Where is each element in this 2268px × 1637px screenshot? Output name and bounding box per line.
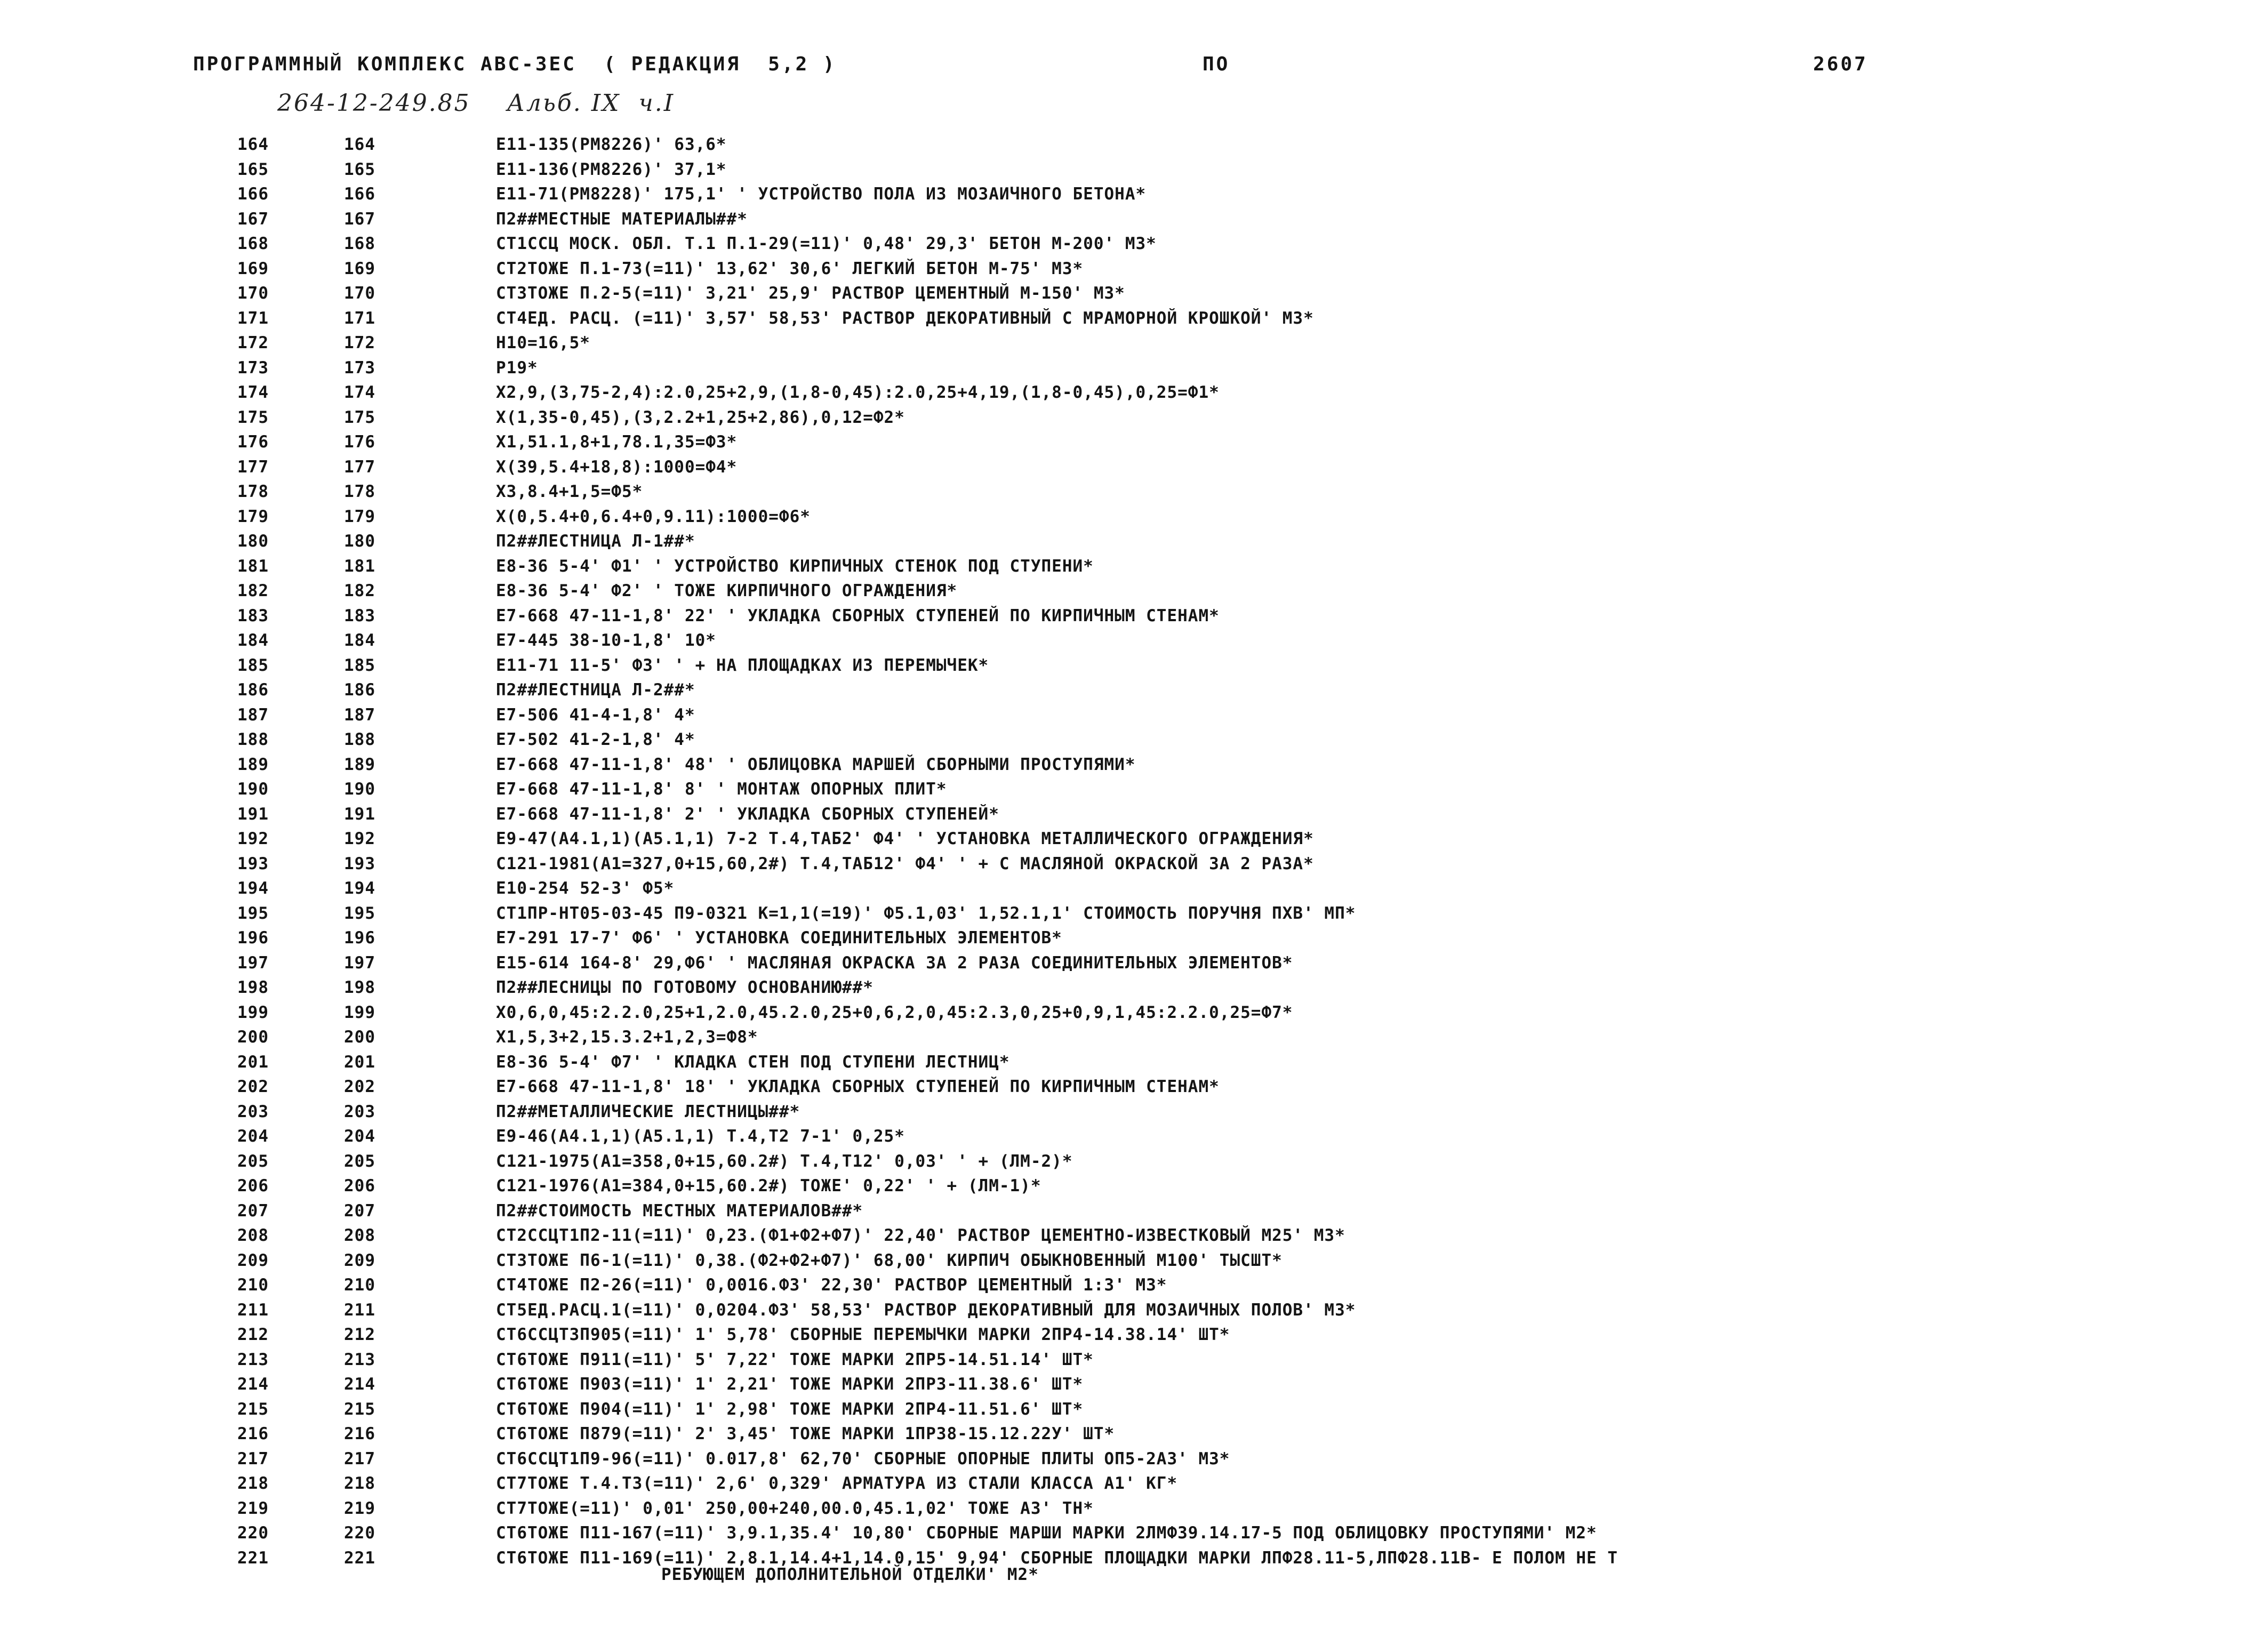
line-number: 217 (237, 1449, 269, 1469)
statement-text: Х3,8.4+1,5=Ф5* (496, 482, 643, 501)
line-number: 187 (237, 705, 269, 725)
line-number: 181 (237, 556, 269, 576)
line-number: 214 (237, 1375, 269, 1394)
statement-text: Х1,5,3+2,15.3.2+1,2,3=Ф8* (496, 1028, 758, 1047)
statement-text: СТ6ТОЖЕ П903(=11)' 1' 2,21' ТОЖЕ МАРКИ 2ПР3-11.38.6' ШТ* (496, 1375, 1084, 1394)
line-number: 205 (237, 1151, 269, 1171)
statement-text: Е11-136(РМ8226)' 37,1* (496, 159, 727, 179)
listing-row (0, 132, 2268, 157)
line-number: 169 (237, 259, 269, 278)
line-number: 202 (237, 1077, 269, 1096)
line-number: 208 (237, 1226, 269, 1245)
statement-text: П2##МЕТАЛЛИЧЕСКИЕ ЛЕСТНИЦЫ##* (496, 1102, 800, 1121)
statement-text: Е7-291 17-7' Ф6' ' УСТАНОВКА СОЕДИНИТЕЛЬНЫХ ЭЛЕМЕНТОВ* (496, 928, 1062, 948)
listing-row (0, 703, 2268, 728)
statement-number: 194 (344, 879, 375, 898)
statement-number: 171 (344, 308, 375, 328)
statement-number: 221 (344, 1548, 375, 1568)
statement-number: 183 (344, 606, 375, 625)
statement-text: СТ6ССЦТ1П9-96(=11)' 0.017,8' 62,70' СБОРНЫЕ ОПОРНЫЕ ПЛИТЫ ОП5-2А3' М3* (496, 1449, 1230, 1469)
line-number: 206 (237, 1176, 269, 1195)
line-number: 220 (237, 1523, 269, 1543)
statement-text: СТ1ССЦ МОСК. ОБЛ. Т.1 П.1-29(=11)' 0,48' 29,3' БЕТОН М-200' М3* (496, 234, 1157, 253)
statement-text: Е7-668 47-11-1,8' 22' ' УКЛАДКА СБОРНЫХ СТУПЕНЕЙ ПО КИРПИЧНЫМ СТЕНАМ* (496, 606, 1220, 625)
listing-row (0, 579, 2268, 604)
listing-row (0, 1397, 2268, 1422)
listing-row (0, 802, 2268, 827)
statement-number: 169 (344, 259, 375, 278)
statement-number: 220 (344, 1523, 375, 1543)
statement-text: СТ7ТОЖЕ(=11)' 0,01' 250,00+240,00.0,45.1,02' ТОЖЕ А3' ТН* (496, 1498, 1094, 1518)
line-number: 199 (237, 1002, 269, 1022)
listing-row (0, 1100, 2268, 1125)
line-number: 219 (237, 1498, 269, 1518)
statement-number: 217 (344, 1449, 375, 1469)
statement-text: СТ2ССЦТ1П2-11(=11)' 0,23.(Ф1+Ф2+Ф7)' 22,40' РАСТВОР ЦЕМЕНТНО-ИЗВЕСТКОВЫЙ М25' М3* (496, 1226, 1345, 1245)
statement-number: 213 (344, 1350, 375, 1369)
statement-number: 182 (344, 581, 375, 600)
statement-number: 214 (344, 1375, 375, 1394)
statement-number: 189 (344, 755, 375, 774)
program-header: ПРОГРАММНЫЙ КОМПЛЕКС АВС-ЗЕС ( РЕДАКЦИЯ 5,2 ) (193, 53, 837, 75)
code-listing (0, 132, 2268, 1570)
statement-number: 172 (344, 333, 375, 352)
statement-text: СТ5ЕД.РАСЦ.1(=11)' 0,0204.Ф3' 58,53' РАСТВОР ДЕКОРАТИВНЫЙ ДЛЯ МОЗАИЧНЫХ ПОЛОВ' М3* (496, 1300, 1356, 1320)
listing-row (0, 975, 2268, 1000)
line-number: 196 (237, 928, 269, 948)
statement-text: С121-1981(А1=327,0+15,60,2#) Т.4,ТАБ12' Ф4' ' + С МАСЛЯНОЙ ОКРАСКОЙ ЗА 2 РАЗА* (496, 854, 1314, 873)
statement-text: С121-1976(А1=384,0+15,60.2#) ТОЖЕ' 0,22' ' + (ЛМ-1)* (496, 1176, 1041, 1195)
statement-number: 174 (344, 383, 375, 402)
statement-text: Х0,6,0,45:2.2.0,25+1,2.0,45.2.0,25+0,6,2,0,45:2.3,0,25+0,9,1,45:2.2.0,25=Ф7* (496, 1002, 1293, 1022)
statement-number: 191 (344, 804, 375, 824)
statement-text: Х2,9,(3,75-2,4):2.0,25+2,9,(1,8-0,45):2.0,25+4,19,(1,8-0,45),0,25=Ф1* (496, 383, 1220, 402)
statement-text: СТ6ССЦТ3П905(=11)' 1' 5,78' СБОРНЫЕ ПЕРЕМЫЧКИ МАРКИ 2ПР4-14.38.14' ШТ* (496, 1325, 1230, 1344)
line-number: 211 (237, 1300, 269, 1320)
listing-row (0, 281, 2268, 306)
statement-number: 212 (344, 1325, 375, 1344)
line-number: 204 (237, 1127, 269, 1146)
line-number: 193 (237, 854, 269, 873)
listing-row (0, 1372, 2268, 1397)
statement-number: 216 (344, 1424, 375, 1443)
line-number: 192 (237, 829, 269, 848)
statement-text: Х(0,5.4+0,6.4+0,9.11):1000=Ф6* (496, 507, 811, 526)
listing-row (0, 604, 2268, 629)
statement-number: 219 (344, 1498, 375, 1518)
listing-row (0, 529, 2268, 554)
line-number: 218 (237, 1474, 269, 1493)
statement-number: 210 (344, 1275, 375, 1295)
listing-row (0, 951, 2268, 976)
statement-text: Е7-502 41-2-1,8' 4* (496, 730, 695, 749)
line-number: 171 (237, 308, 269, 328)
statement-number: 204 (344, 1127, 375, 1146)
line-number: 173 (237, 358, 269, 378)
line-number: 179 (237, 507, 269, 526)
statement-text: СТ6ТОЖЕ П11-169(=11)' 2,8.1,14.4+1,14.0,15' 9,94' СБОРНЫЕ ПЛОЩАДКИ МАРКИ ЛПФ28.11-5,ЛПФ28.11В- Е ПОЛОМ НЕ Т (496, 1548, 1618, 1568)
statement-number: 205 (344, 1151, 375, 1171)
statement-number: 197 (344, 953, 375, 973)
statement-text: П2##ЛЕСТНИЦА Л-2##* (496, 680, 695, 700)
statement-text: СТ6ТОЖЕ П11-167(=11)' 3,9.1,35.4' 10,80' СБОРНЫЕ МАРШИ МАРКИ 2ЛМФ39.14.17-5 ПОД ОБЛИЦОВКУ ПРОСТУПЯМИ' М2* (496, 1523, 1597, 1543)
continuation-line: РЕБУЮЩЕМ ДОПОЛНИТЕЛЬНОЙ ОТДЕЛКИ' М2* (661, 1565, 1039, 1584)
line-number: 190 (237, 780, 269, 799)
statement-number: 185 (344, 655, 375, 675)
listing-row (0, 1471, 2268, 1496)
statement-text: Е7-668 47-11-1,8' 8' ' МОНТАЖ ОПОРНЫХ ПЛИТ* (496, 780, 947, 799)
statement-number: 218 (344, 1474, 375, 1493)
listing-row (0, 727, 2268, 752)
statement-text: Е7-668 47-11-1,8' 2' ' УКЛАДКА СБОРНЫХ СТУПЕНЕЙ* (496, 804, 999, 824)
statement-number: 179 (344, 507, 375, 526)
listing-row (0, 256, 2268, 282)
listing-row (0, 1422, 2268, 1447)
statement-number: 170 (344, 284, 375, 303)
statement-number: 178 (344, 482, 375, 501)
statement-text: П2##МЕСТНЫЕ МАТЕРИАЛЫ##* (496, 209, 748, 229)
statement-number: 208 (344, 1226, 375, 1245)
statement-number: 186 (344, 680, 375, 700)
statement-number: 207 (344, 1201, 375, 1221)
statement-text: П2##ЛЕСНИЦЫ ПО ГОТОВОМУ ОСНОВАНИЮ##* (496, 978, 873, 997)
statement-text: Е9-47(А4.1,1)(А5.1,1) 7-2 Т.4,ТАБ2' Ф4' ' УСТАНОВКА МЕТАЛЛИЧЕСКОГО ОГРАЖДЕНИЯ* (496, 829, 1314, 848)
statement-number: 193 (344, 854, 375, 873)
line-number: 183 (237, 606, 269, 625)
statement-text: П2##ЛЕСТНИЦА Л-1##* (496, 532, 695, 551)
statement-text: СТ6ТОЖЕ П904(=11)' 1' 2,98' ТОЖЕ МАРКИ 2ПР4-11.51.6' ШТ* (496, 1399, 1084, 1419)
listing-row (0, 1521, 2268, 1546)
line-number: 184 (237, 631, 269, 650)
statement-number: 196 (344, 928, 375, 948)
statement-number: 166 (344, 184, 375, 204)
listing-row (0, 1298, 2268, 1323)
listing-row (0, 430, 2268, 455)
listing-row (0, 380, 2268, 405)
listing-row (0, 182, 2268, 207)
line-number: 165 (237, 159, 269, 179)
line-number: 172 (237, 333, 269, 352)
line-number: 177 (237, 457, 269, 477)
listing-row (0, 1149, 2268, 1174)
statement-number: 177 (344, 457, 375, 477)
listing-row (0, 231, 2268, 256)
line-number: 221 (237, 1548, 269, 1568)
statement-text: Х1,51.1,8+1,78.1,35=Ф3* (496, 432, 738, 452)
line-number: 188 (237, 730, 269, 749)
statement-number: 188 (344, 730, 375, 749)
line-number: 212 (237, 1325, 269, 1344)
line-number: 174 (237, 383, 269, 402)
listing-row (0, 479, 2268, 504)
listing-row (0, 207, 2268, 232)
statement-text: СТ1ПР-НТ05-03-45 П9-0321 К=1,1(=19)' Ф5.1,03' 1,52.1,1' СТОИМОСТЬ ПОРУЧНЯ ПХВ' МП* (496, 903, 1356, 923)
listing-row (0, 504, 2268, 529)
listing-row (0, 1074, 2268, 1100)
statement-text: СТ6ТОЖЕ П879(=11)' 2' 3,45' ТОЖЕ МАРКИ 1ПР38-15.12.22У' ШТ* (496, 1424, 1115, 1443)
listing-row (0, 1223, 2268, 1248)
statement-number: 203 (344, 1102, 375, 1121)
statement-text: Е11-71 11-5' Ф3' ' + НА ПЛОЩАДКАХ ИЗ ПЕРЕМЫЧЕК* (496, 655, 989, 675)
statement-number: 199 (344, 1002, 375, 1022)
line-number: 189 (237, 755, 269, 774)
line-number: 185 (237, 655, 269, 675)
statement-text: Е10-254 52-3' Ф5* (496, 879, 675, 898)
statement-text: Е7-668 47-11-1,8' 48' ' ОБЛИЦОВКА МАРШЕЙ СБОРНЫМИ ПРОСТУПЯМИ* (496, 755, 1136, 774)
listing-row (0, 777, 2268, 802)
statement-text: Е7-445 38-10-1,8' 10* (496, 631, 716, 650)
listing-row (0, 405, 2268, 430)
statement-text: Р19* (496, 358, 538, 378)
handwritten-note: 264-12-249.85 Альб. IX ч.I (277, 90, 675, 117)
statement-text: Е11-71(РМ8228)' 175,1' ' УСТРОЙСТВО ПОЛА ИЗ МОЗАИЧНОГО БЕТОНА* (496, 184, 1147, 204)
listing-row (0, 1546, 2268, 1571)
statement-number: 184 (344, 631, 375, 650)
listing-row (0, 901, 2268, 926)
header-code: ПО (1203, 53, 1230, 75)
listing-row (0, 653, 2268, 678)
listing-row (0, 306, 2268, 331)
statement-number: 180 (344, 532, 375, 551)
listing-row (0, 1322, 2268, 1347)
statement-text: Е7-668 47-11-1,8' 18' ' УКЛАДКА СБОРНЫХ СТУПЕНЕЙ ПО КИРПИЧНЫМ СТЕНАМ* (496, 1077, 1220, 1096)
listing-row (0, 852, 2268, 877)
statement-number: 200 (344, 1028, 375, 1047)
line-number: 167 (237, 209, 269, 229)
listing-row (0, 1050, 2268, 1075)
line-number: 175 (237, 407, 269, 427)
statement-number: 211 (344, 1300, 375, 1320)
listing-row (0, 876, 2268, 901)
listing-row (0, 157, 2268, 182)
line-number: 200 (237, 1028, 269, 1047)
listing-row (0, 826, 2268, 852)
line-number: 166 (237, 184, 269, 204)
statement-number: 190 (344, 780, 375, 799)
statement-text: Х(1,35-0,45),(3,2.2+1,25+2,86),0,12=Ф2* (496, 407, 905, 427)
line-number: 176 (237, 432, 269, 452)
listing-row (0, 1199, 2268, 1224)
statement-text: СТ3ТОЖЕ П.2-5(=11)' 3,21' 25,9' РАСТВОР ЦЕМЕНТНЫЙ М-150' М3* (496, 284, 1125, 303)
listing-row (0, 1496, 2268, 1521)
page-number: 2607 (1813, 53, 1868, 75)
line-number: 182 (237, 581, 269, 600)
statement-text: Х(39,5.4+18,8):1000=Ф4* (496, 457, 738, 477)
line-number: 209 (237, 1250, 269, 1270)
statement-text: СТ2ТОЖЕ П.1-73(=11)' 13,62' 30,6' ЛЕГКИЙ БЕТОН М-75' М3* (496, 259, 1084, 278)
line-number: 215 (237, 1399, 269, 1419)
statement-number: 202 (344, 1077, 375, 1096)
statement-text: Е11-135(РМ8226)' 63,6* (496, 135, 727, 154)
listing-row (0, 1248, 2268, 1273)
statement-number: 168 (344, 234, 375, 253)
statement-text: Н10=16,5* (496, 333, 590, 352)
statement-number: 176 (344, 432, 375, 452)
statement-text: Е9-46(А4.1,1)(А5.1,1) Т.4,Т2 7-1' 0,25* (496, 1127, 905, 1146)
statement-text: Е8-36 5-4' Ф1' ' УСТРОЙСТВО КИРПИЧНЫХ СТЕНОК ПОД СТУПЕНИ* (496, 556, 1094, 576)
statement-number: 175 (344, 407, 375, 427)
statement-number: 198 (344, 978, 375, 997)
listing-row (0, 628, 2268, 653)
statement-text: С121-1975(А1=358,0+15,60.2#) Т.4,Т12' 0,03' ' + (ЛМ-2)* (496, 1151, 1073, 1171)
line-number: 186 (237, 680, 269, 700)
line-number: 191 (237, 804, 269, 824)
statement-number: 192 (344, 829, 375, 848)
line-number: 168 (237, 234, 269, 253)
statement-number: 215 (344, 1399, 375, 1419)
line-number: 216 (237, 1424, 269, 1443)
statement-number: 167 (344, 209, 375, 229)
statement-number: 187 (344, 705, 375, 725)
line-number: 213 (237, 1350, 269, 1369)
listing-row (0, 926, 2268, 951)
statement-number: 181 (344, 556, 375, 576)
statement-number: 206 (344, 1176, 375, 1195)
statement-number: 209 (344, 1250, 375, 1270)
line-number: 210 (237, 1275, 269, 1295)
line-number: 203 (237, 1102, 269, 1121)
listing-row (0, 1447, 2268, 1472)
statement-text: Е8-36 5-4' Ф7' ' КЛАДКА СТЕН ПОД СТУПЕНИ ЛЕСТНИЦ* (496, 1052, 1010, 1072)
listing-row (0, 1025, 2268, 1050)
statement-number: 165 (344, 159, 375, 179)
listing-row (0, 1000, 2268, 1025)
listing-row (0, 1347, 2268, 1373)
line-number: 198 (237, 978, 269, 997)
line-number: 170 (237, 284, 269, 303)
line-number: 195 (237, 903, 269, 923)
statement-text: СТ6ТОЖЕ П911(=11)' 5' 7,22' ТОЖЕ МАРКИ 2ПР5-14.51.14' ШТ* (496, 1350, 1094, 1369)
listing-row (0, 331, 2268, 356)
statement-text: СТ3ТОЖЕ П6-1(=11)' 0,38.(Ф2+Ф2+Ф7)' 68,00' КИРПИЧ ОБЫКНОВЕННЫЙ М100' ТЫСШТ* (496, 1250, 1283, 1270)
listing-row (0, 1124, 2268, 1149)
listing-row (0, 752, 2268, 777)
statement-text: СТ7ТОЖЕ Т.4.Т3(=11)' 2,6' 0,329' АРМАТУРА ИЗ СТАЛИ КЛАССА А1' КГ* (496, 1474, 1178, 1493)
listing-row (0, 1174, 2268, 1199)
listing-row (0, 356, 2268, 381)
line-number: 178 (237, 482, 269, 501)
line-number: 180 (237, 532, 269, 551)
statement-number: 164 (344, 135, 375, 154)
statement-text: П2##СТОИМОСТЬ МЕСТНЫХ МАТЕРИАЛОВ##* (496, 1201, 863, 1221)
statement-number: 173 (344, 358, 375, 378)
line-number: 207 (237, 1201, 269, 1221)
statement-text: СТ4ТОЖЕ П2-26(=11)' 0,0016.Ф3' 22,30' РАСТВОР ЦЕМЕНТНЫЙ 1:3' М3* (496, 1275, 1167, 1295)
statement-number: 195 (344, 903, 375, 923)
listing-row (0, 554, 2268, 579)
statement-number: 201 (344, 1052, 375, 1072)
line-number: 197 (237, 953, 269, 973)
listing-row (0, 1273, 2268, 1298)
statement-text: СТ4ЕД. РАСЦ. (=11)' 3,57' 58,53' РАСТВОР ДЕКОРАТИВНЫЙ С МРАМОРНОЙ КРОШКОЙ' М3* (496, 308, 1314, 328)
listing-row (0, 455, 2268, 480)
line-number: 194 (237, 879, 269, 898)
line-number: 201 (237, 1052, 269, 1072)
listing-row (0, 678, 2268, 703)
statement-text: Е7-506 41-4-1,8' 4* (496, 705, 695, 725)
line-number: 164 (237, 135, 269, 154)
statement-text: Е15-614 164-8' 29,Ф6' ' МАСЛЯНАЯ ОКРАСКА ЗА 2 РАЗА СОЕДИНИТЕЛЬНЫХ ЭЛЕМЕНТОВ* (496, 953, 1293, 973)
statement-text: Е8-36 5-4' Ф2' ' ТОЖЕ КИРПИЧНОГО ОГРАЖДЕНИЯ* (496, 581, 958, 600)
